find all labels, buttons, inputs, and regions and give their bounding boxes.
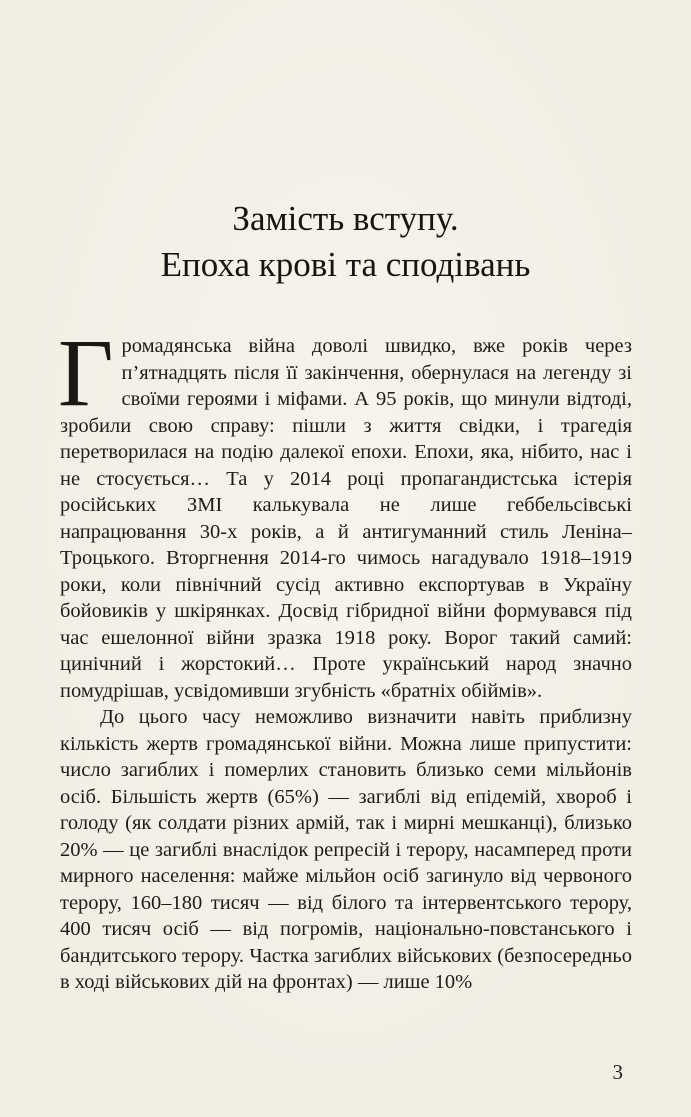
paragraph-1-text: ромадянська війна доволі швидко, вже років через п’ятнадцять після її закінчення, обернулася на легенду зі своїми героями і міфами. А 95 років, що минули відтоді, зробили свою справу: пішли з життя свідки, і трагедія перетворилася на подію далекої епохи. Епохи, яка, нібито, нас і не стосується… Та у 2014 році пропагандистська істерія російських ЗМІ калькувала не лише геббельсівські напрацювання 30-х років, а й антигуманний стиль Леніна–Троцького. Вторгнення 2014-го чимось нагадувало 1918–1919 роки, коли північний сусід активно експортував в Україну бойовиків у шкірянках. Досвід гібридної війни формувався під час ешелонної війни зразка 1918 року. Ворог такий самий: цинічний і жорстокий… Проте український народ значно помудрішав, усвідомивши згубність «братніх обіймів». [60,335,632,702]
body-text [58,319,632,1016]
chapter-heading [0,196,691,288]
chapter-heading-line-1: Замість вступу. [232,199,459,238]
paragraph-2: До цього часу неможливо визначити навіть приблизну кількість жертв громадянської війни. Можна лише припустити: число загиблих і померлих становить близько семи мільйонів осіб. Більшість жертв (65%) — загиблі від епідемій, хвороб і голоду (як солдати різних армій, так і мирні мешканці), близько 20% — це загиблі внаслідок репресій і терору, насамперед проти мирного населення: майже мільйон осіб загинуло від червоного терору, 160–180 тисяч — від білого та інтервентського терору, 400 тисяч осіб — від погромів, національно-повстанського і бандитського терору. Частка загиблих військових (безпосередньо в ході військових дій на фронтах) — лише 10% [60,706,632,993]
page-number: 3 [612,1060,623,1084]
paragraph-1 [58,319,632,704]
chapter-heading-line-2: Епоха крові та сподівань [160,245,531,284]
drop-cap: Г [58,319,114,426]
